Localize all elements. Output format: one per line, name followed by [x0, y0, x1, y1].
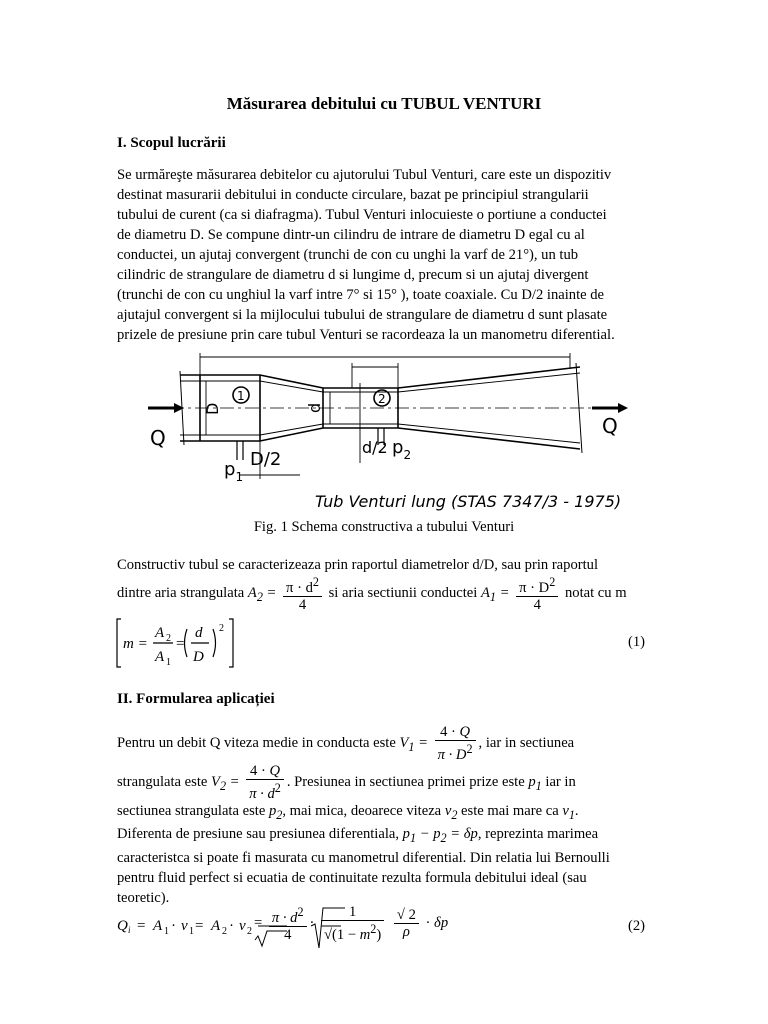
diameter-d-label: d — [305, 402, 324, 413]
application-paragraph: caracteristca si poate fi masurata cu manometrul diferential. Din relatia lui Bernoulli pentru fluid perfect si ecuatia de continuitate rezulta formula debitului ideal (sau teoretic). — [117, 850, 610, 906]
equation-2-number: (2) — [628, 918, 646, 934]
svg-text:=: = — [176, 636, 185, 652]
svg-text:=: = — [195, 918, 204, 934]
svg-text:A: A — [211, 918, 221, 934]
svg-text:·: · — [171, 918, 176, 934]
svg-text:=: = — [137, 918, 146, 934]
velocity-line-3: sectiunea strangulata este $p_2$, mai mica, deoarece viteza $v_2$ este mai mare ca $v_1$. — [117, 803, 579, 822]
scope-line: prizele de presiune prin care tubul Venturi se racordeaza la un manometru diferential. — [117, 327, 615, 343]
velocity-line-2: strangulata este $V_2$ = $\frac{4 \cdot Q}{\pi \cdot d^2}$ . Presiunea in sectiunea primei prize este $p_1$ iar in — [117, 763, 576, 802]
diameter-D-label: D — [203, 402, 222, 415]
svg-text:v: v — [181, 918, 188, 934]
svg-text:Q: Q — [117, 918, 128, 934]
svg-text:D: D — [193, 649, 204, 665]
figure-caption: Fig. 1 Schema constructiva a tubului Venturi — [253, 519, 515, 535]
d-half-label: d/2 — [362, 438, 388, 457]
velocity-line-1: Pentru un debit Q viteza medie in conducta este $V_1$ = $\frac{4 \cdot Q}{\pi \cdot D^2}$ , iar in sectiunea — [117, 724, 575, 763]
section-2-label: 2 — [378, 392, 386, 406]
scope-line: destinat masurarii debitului in conducte circulare, bazat pe principiul strangularii — [117, 187, 589, 203]
section-heading-scope: I. Scopul lucrării — [117, 135, 226, 151]
equation-1-number: (1) — [628, 634, 646, 650]
svg-text:2: 2 — [222, 926, 227, 937]
flow-in-label: Q — [150, 426, 166, 450]
svg-text:A: A — [153, 918, 163, 934]
svg-text:i: i — [128, 925, 131, 935]
area-fraction: $\frac{\pi \cdot d^2}{4}$ — [283, 574, 322, 613]
velocity-line-4: Diferenta de presiune sau presiunea diferentiala, $p_1 - p_2 = \delta p$, reprezinta marimea — [117, 826, 599, 845]
equation-2-tail: = $\frac{\pi \cdot d^2}{4}$ · $\frac{1}{√(1 - m^2)}$ $\frac{√ 2}{\rho}$ · δp — [254, 904, 449, 943]
p2-label: $p_2$ — [392, 437, 412, 462]
svg-text:1: 1 — [189, 926, 194, 937]
para2-line1: Constructiv tubul se caracterizeaza prin raportul diametrelor d/D, sau prin raportul — [117, 557, 599, 573]
scope-line: (trunchi de con cu unghiul la varf intre 7° si 15° ), toate coaxiale. Cu D/2 inainte de — [117, 287, 605, 303]
p1-label: $p_1$ — [224, 459, 244, 484]
svg-text:·: · — [229, 918, 234, 934]
scope-line: de diametru D. Se compune dintr-un cilindru de intrare de diametru D egal cu al — [117, 227, 585, 243]
scope-line: cilindric de strangulare de diametru d si lungime d, precum si un ajutaj divergent — [117, 267, 589, 283]
svg-text:m =: m = — [123, 636, 148, 652]
section-1-label: 1 — [237, 389, 245, 403]
svg-text:d: d — [195, 625, 203, 641]
scope-line: Se urmăreşte măsurarea debitelor cu ajutorului Tubul Venturi, care este un dispozitiv — [117, 167, 612, 183]
svg-text:1: 1 — [164, 926, 169, 937]
section-heading-application: II. Formularea aplicației — [117, 691, 275, 707]
svg-text:2: 2 — [247, 926, 252, 937]
equation-1 — [115, 617, 245, 669]
svg-text:A: A — [155, 649, 165, 665]
flow-arrow-icon — [592, 403, 628, 413]
area-ratio-line: dintre aria strangulata $A_2$ = $\frac{\pi \cdot d^2}{4}$ si aria sectiunii conductei $A_1$ = $\frac{\pi \cdot D^2}{4}$ notat cu m — [117, 575, 627, 613]
handwritten-note: Tub Venturi lung (STAS 7347/3 - 1975) — [315, 492, 622, 511]
scope-line: conductei, un ajutaj convergent (trunchi de con cu unghi la varf de 21°), un tub — [117, 247, 579, 263]
svg-text:2: 2 — [166, 633, 171, 644]
flow-arrow-icon — [148, 403, 184, 413]
svg-text:v: v — [239, 918, 246, 934]
venturi-top-wall — [180, 367, 580, 388]
page-title: Măsurarea debitului cu TUBUL VENTURI — [226, 94, 542, 113]
svg-text:1: 1 — [166, 657, 171, 668]
svg-text:A: A — [155, 625, 165, 641]
scope-line: tubului de curent (ca si diafragma). Tubul Venturi inlocuieste o portiune a conductei — [117, 207, 607, 223]
svg-text:2: 2 — [219, 623, 224, 634]
flow-out-label: Q — [602, 414, 618, 438]
venturi-figure — [140, 345, 640, 520]
area-fraction: $\frac{\pi \cdot D^2}{4}$ — [516, 574, 558, 613]
D-half-label: D/2 — [250, 449, 282, 470]
scope-line: ajutajul convergent si la mijlocului tubului de strangulare de diametru d sunt plasate — [117, 307, 608, 323]
scope-paragraph — [117, 165, 651, 345]
